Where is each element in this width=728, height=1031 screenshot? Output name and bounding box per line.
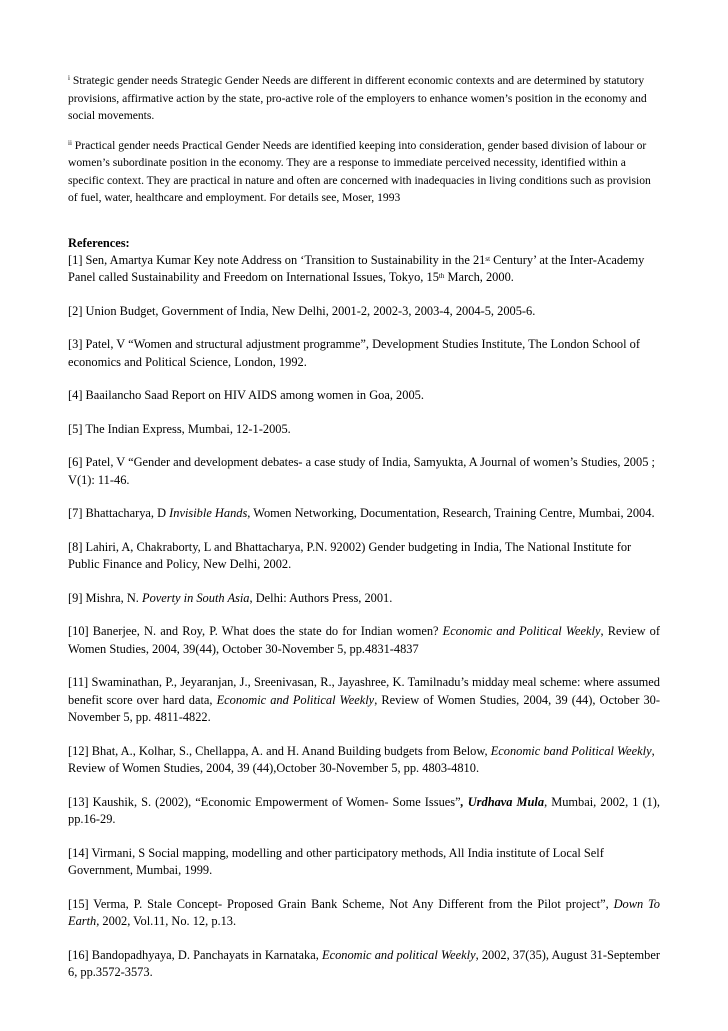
reference-7 [68, 505, 660, 523]
reference-title: Economic and Political Weekly [216, 692, 375, 707]
reference-title: Down To Earth, [68, 896, 660, 928]
reference-16 [68, 947, 660, 982]
reference-2: [2] Union Budget, Government of India, New Delhi, 2001-2, 2002-3, 2003-4, 2004-5, 2005-6. [68, 303, 536, 318]
reference-text: [13] Kaushik, S. (2002), “Economic Empowerment of Women- Some Issues” [68, 794, 461, 809]
reference-text: 2002, Vol.11, No. 12, p.13. [99, 914, 237, 928]
reference-text: [1] Sen, Amartya Kumar Key note Address on ‘Transition to Sustainability in the 21 [68, 252, 486, 267]
footnote-strategic [68, 72, 660, 125]
reference-text: March, 2000. [444, 270, 514, 284]
reference-15 [68, 896, 660, 931]
superscript: th [438, 272, 445, 280]
reference-text: [11] Swaminathan, P., Jeyaranjan, J., Sreenivasan, R., Jayashree, K. Tamilnadu’s midday meal scheme: where assumed benefit score over hard data, [68, 675, 660, 707]
reference-title: Economic and political Weekly [322, 947, 476, 962]
reference-text: [7] Bhattacharya, D [68, 506, 170, 520]
reference-title: Poverty in South Asia [142, 590, 250, 605]
reference-1 [68, 252, 660, 287]
reference-text: , Women Networking, Documentation, Research, Training Centre, Mumbai, 2004. [247, 506, 655, 520]
document-page [68, 68, 660, 998]
reference-4: [4] Baailancho Saad Report on HIV AIDS among women in Goa, 2005. [68, 388, 424, 402]
footnote-marker: ii [68, 138, 72, 147]
reference-text: , Review of Women Studies, 2004, 39(44), October 30-November 5, pp.4831-4837 [68, 624, 661, 656]
references-heading: References: [68, 235, 130, 250]
reference-10 [68, 623, 660, 658]
reference-title: Invisible Hands [169, 506, 248, 520]
footnote-text: Strategic gender needs Strategic Gender Needs are different in different economic contexts and are determined by statutory provisions, affirmative action by the state, pro-active role of the employers to enhance women’s position in the economy and social movements. [68, 74, 647, 122]
reference-text: , Delhi: Authors Press, 2001. [249, 590, 393, 605]
reference-13 [68, 794, 660, 829]
reference-12 [68, 743, 660, 778]
reference-title: , Urdhava Mula [460, 794, 545, 809]
reference-text: , 2002, 37(35), August 31-September 6, pp.3572-3573. [68, 947, 660, 979]
reference-text: , Review of Women Studies, 2004, 39 (44),October 30-November 5, pp. 4803-4810. [68, 743, 655, 775]
footnote-practical [68, 137, 660, 207]
reference-text: [9] Mishra, N. [68, 590, 142, 605]
reference-text: [15] Verma, P. Stale Concept- Proposed Grain Bank Scheme, Not Any Different from the Pilot project”, [68, 896, 614, 911]
footnote-text: Practical gender needs Practical Gender Needs are identified keeping into consideration, gender based division of labour or women’s subordinate position in the economy. They are a response to immediate perceived necessity, identified within a specific context. They are practical in nature and often are concerned with inadequacies in living conditions such as provision of fuel, water, healthcare and employment. For details see, Moser, 1993 [68, 138, 651, 204]
reference-3: [3] Patel, V “Women and structural adjustment programme”, Development Studies Institute, The London School of economics and Political Science, London, 1992. [68, 337, 640, 369]
footnote-marker: i [68, 74, 70, 82]
reference-6: [6] Patel, V “Gender and development debates- a case study of India, Samyukta, A Journal of women’s Studies, 2005 ; V(1): 11-46. [68, 455, 655, 487]
reference-title: Economic and Political Weekly [442, 624, 601, 638]
reference-text: , Review of Women Studies, 2004, 39 (44), October 30-November 5, pp. 4811-4822. [68, 692, 660, 724]
reference-text: [12] Bhat, A., Kolhar, S., Chellappa, A. and H. Anand Building budgets from Below, [68, 743, 491, 758]
reference-text: Century’ at the Inter-Academy Panel called Sustainability and Freedom on International Issues, Tokyo, 15 [68, 252, 645, 284]
reference-text: , Mumbai, 2002, 1 (1), pp.16-29. [68, 794, 660, 826]
reference-14: [14] Virmani, S Social mapping, modelling and other participatory methods, All India institute of Local Self Government, Mumbai, 1999. [68, 845, 604, 877]
reference-11 [68, 674, 660, 727]
reference-8: [8] Lahiri, A, Chakraborty, L and Bhattacharya, P.N. 92002) Gender budgeting in India, The National Institute for Public Finance and Policy, New Delhi, 2002. [68, 539, 632, 571]
reference-5: [5] The Indian Express, Mumbai, 12-1-2005. [68, 421, 291, 436]
reference-text: [10] Banerjee, N. and Roy, P. What does the state do for Indian women? [68, 624, 443, 638]
reference-9 [68, 590, 660, 608]
superscript: st [485, 254, 491, 263]
reference-title: Economic band Political Weekly [490, 743, 652, 758]
reference-text: [16] Bandopadhyaya, D. Panchayats in Karnataka, [68, 947, 323, 962]
